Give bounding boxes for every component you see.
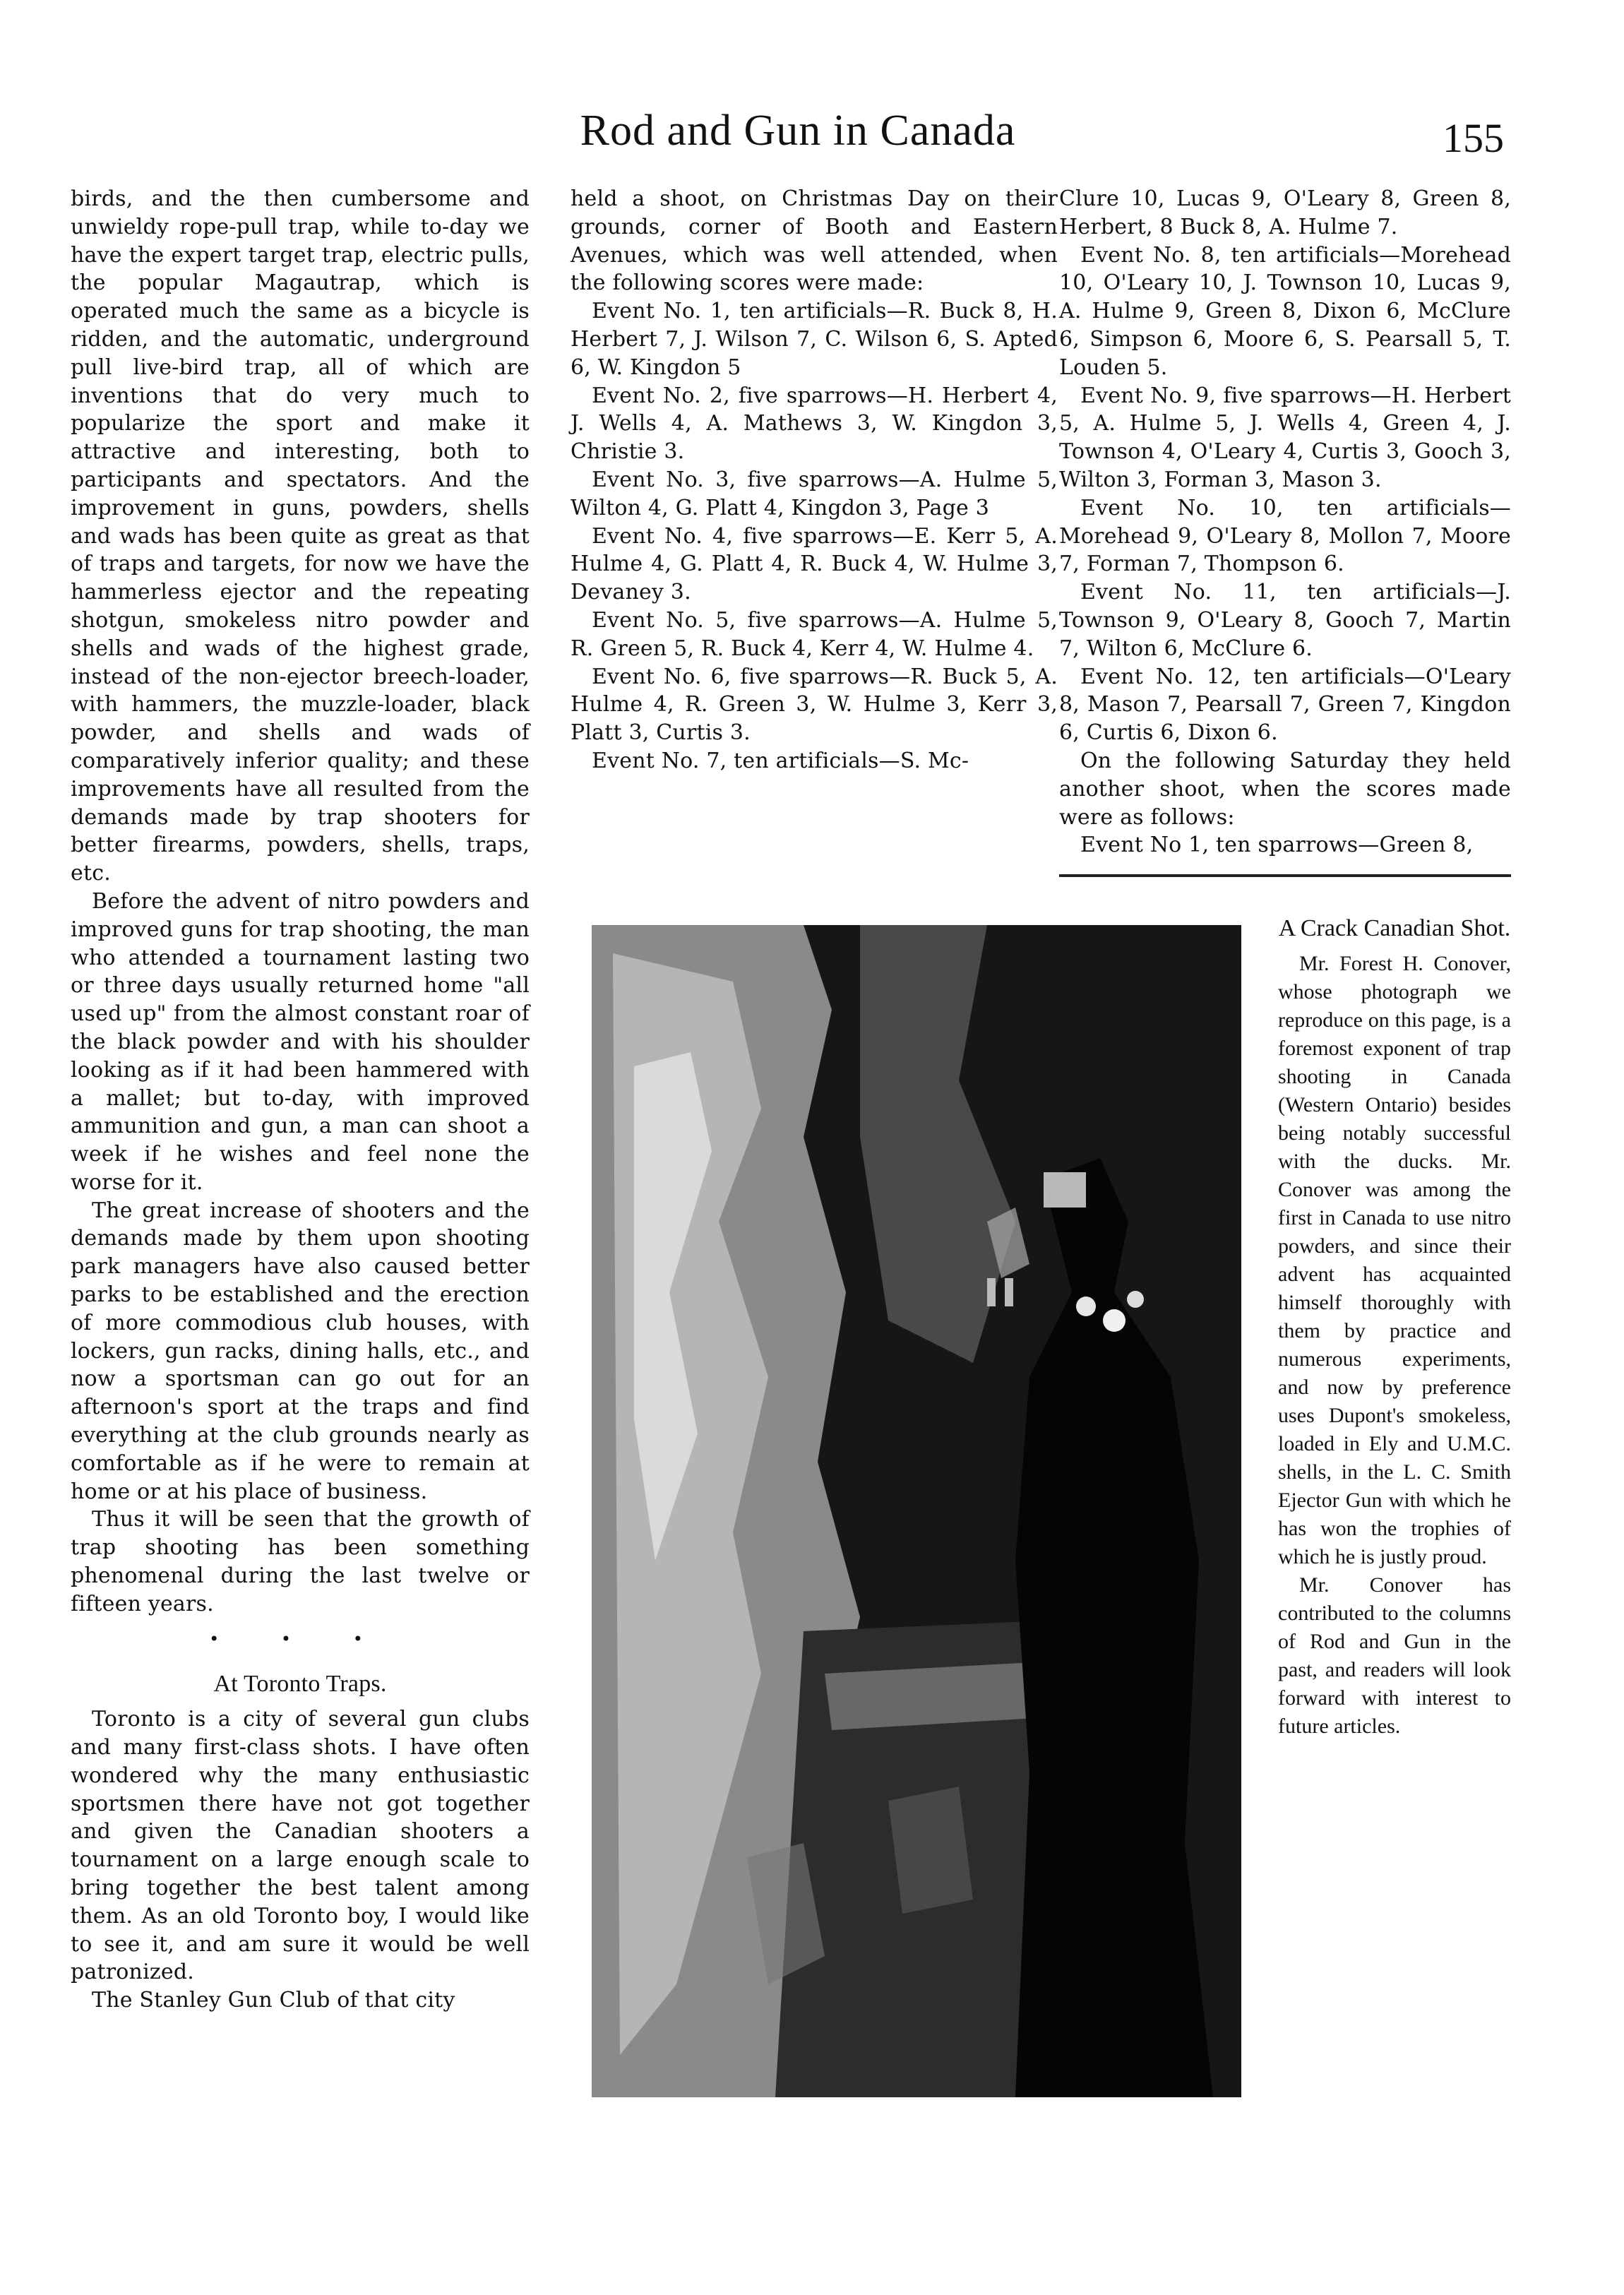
score-entry: Event No. 2, five sparrows—H. Herbert 4, J. Wells 4, A. Mathews 3, W. Kingdon 3, Christie 3. (571, 383, 1058, 465)
score-entry: Event No. 4, five sparrows—E. Kerr 5, A. Hulme 4, G. Platt 4, R. Buck 4, W. Hulme 3, Devaney 3. (571, 523, 1058, 605)
paragraph: Toronto is a city of several gun clubs and many first-class shots. I have often wondered why the many enthusiastic sportsmen there have not got together and given the Canadian shooters a tournament on a large enough scale to bring together the best talent among them. As an old Toronto boy, I would like to see it, and am sure it would be well patronized. (71, 1707, 530, 1985)
paragraph: The Stanley Gun Club of that city (92, 1988, 455, 2013)
column-rule (1059, 874, 1511, 877)
portrait-photograph (592, 925, 1241, 2097)
sidebar-paragraph: Mr. Conover has contributed to the columns of Rod and Gun in the past, and readers will look forward with interest to future articles. (1278, 1573, 1511, 1738)
score-entry: Event No 1, ten sparrows—Green 8, (1080, 833, 1474, 858)
score-entry: Event No. 1, ten artificials—R. Buck 8, H. Herbert 7, J. Wilson 7, C. Wilson 6, S. Apted 6, W. Kingdon 5 (571, 299, 1058, 380)
score-entry: Event No. 6, five sparrows—R. Buck 5, A. Hulme 4, R. Green 3, W. Hulme 3, Kerr 3, Platt 3, Curtis 3. (571, 664, 1058, 746)
score-entry: Event No. 12, ten artificials—O'Leary 8, Mason 7, Pearsall 7, Green 7, Kingdon 6, Curtis 6, Dixon 6. (1059, 664, 1511, 746)
column-3 (1059, 185, 1511, 859)
section-divider: • • • (209, 1628, 391, 1649)
section-heading: At Toronto Traps. (213, 1671, 387, 1698)
paragraph: Before the advent of nitro powders and improved guns for trap shooting, the man who attended a tournament lasting two or three days usually returned home "all used up" from the almost constant roar of the black powder and with his shoulder looking as if it had been hammered with a mallet; but to-day, with improved ammunition and gun, a man can shoot a week if he wishes and feel none the worse for it. (71, 888, 530, 1195)
score-entry: Event No. 9, five sparrows—H. Herbert 5, A. Hulme 5, J. Wells 4, Green 4, J. Townson 4, O'Leary 4, Curtis 3, Gooch 3, Wilton 3, Forman 3, Mason 3. (1059, 383, 1511, 492)
sidebar-paragraph: Mr. Forest H. Conover, whose photograph we reproduce on this page, is a foremost exponent of trap shooting in Canada (Western Ontario) besides being notably successful with the ducks. Mr. Conover was among the first in Canada to use nitro powders, and since their advent has acquainted himself thoroughly with them by practice and numerous experiments, and now by preference uses Dupont's smokeless, loaded in Ely and U.M.C. shells, in the L. C. Smith Ejector Gun with which he has won the trophies of which he is justly proud. (1278, 952, 1511, 1568)
score-entry: Clure 10, Lucas 9, O'Leary 8, Green 8, Herbert, 8 Buck 8, A. Hulme 7. (1059, 186, 1511, 239)
photograph-image (592, 925, 1241, 2097)
column-2 (571, 185, 1058, 775)
page-header-title: Rod and Gun in Canada (580, 107, 1016, 155)
page-number: 155 (1443, 115, 1504, 161)
column-1 (71, 185, 530, 2015)
score-entry: Event No. 3, five sparrows—A. Hulme 5, Wilton 4, G. Platt 4, Kingdon 3, Page 3 (571, 467, 1058, 520)
paragraph: birds, and the then cumbersome and unwieldy rope-pull trap, while to-day we have the expert target trap, electric pulls, the popular Magautrap, which is operated much the same as a bicycle is ridden, and the automatic, underground pull live-bird trap, all of which are inventions that do very much to popularize the sport and make it attractive and interesting, both to participants and spectators. And the improvement in guns, powders, shells and wads has been quite as great as that of traps and targets, for now we have the hammerless ejector and the repeating shotgun, smokeless nitro powder and shells and wads of the highest grade, instead of the non-ejector breech-loader, with hammers, the muzzle-loader, black powder, and shells and wads of comparatively inferior quality; and these improvements have all resulted from the demands made by trap shooters for better firearms, powders, shells, traps, etc. (71, 186, 530, 886)
sidebar-title: A Crack Canadian Shot. (1278, 915, 1511, 941)
sidebar-article (1278, 914, 1511, 1741)
score-entry: Event No. 7, ten artificials—S. Mc- (592, 748, 969, 773)
score-entry: Event No. 11, ten artificials—J. Townson 9, O'Leary 8, Gooch 7, Martin 7, Wilton 6, McClure 6. (1059, 580, 1511, 661)
score-entry: Event No. 10, ten artificials—Morehead 9, O'Leary 8, Mollon 7, Moore 7, Forman 7, Thompson 6. (1059, 495, 1511, 577)
paragraph: On the following Saturday they held another shoot, when the scores made were as follows: (1059, 748, 1511, 830)
paragraph: held a shoot, on Christmas Day on their grounds, corner of Booth and Eastern Avenues, which was well attended, when the following scores were made: (571, 186, 1058, 296)
paragraph: Thus it will be seen that the growth of trap shooting has been something phenomenal during the last twelve or fifteen years. (71, 1507, 530, 1616)
paragraph: The great increase of shooters and the demands made by them upon shooting park managers have also caused better parks to be established and the erection of more commodious club houses, with lockers, gun racks, dining halls, etc., and now a sportsman can go out for an afternoon's sport at the traps and find everything at the club grounds nearly as comfortable as if he were to remain at home or at his place of business. (71, 1198, 530, 1504)
score-entry: Event No. 5, five sparrows—A. Hulme 5, R. Green 5, R. Buck 4, Kerr 4, W. Hulme 4. (571, 607, 1058, 661)
score-entry: Event No. 8, ten artificials—Morehead 10, O'Leary 10, J. Townson 10, Lucas 9, A. Hulme 9, Green 8, Dixon 6, McClure 6, Simpson 6, Moore 6, S. Pearsall 5, T. Louden 5. (1059, 242, 1511, 380)
